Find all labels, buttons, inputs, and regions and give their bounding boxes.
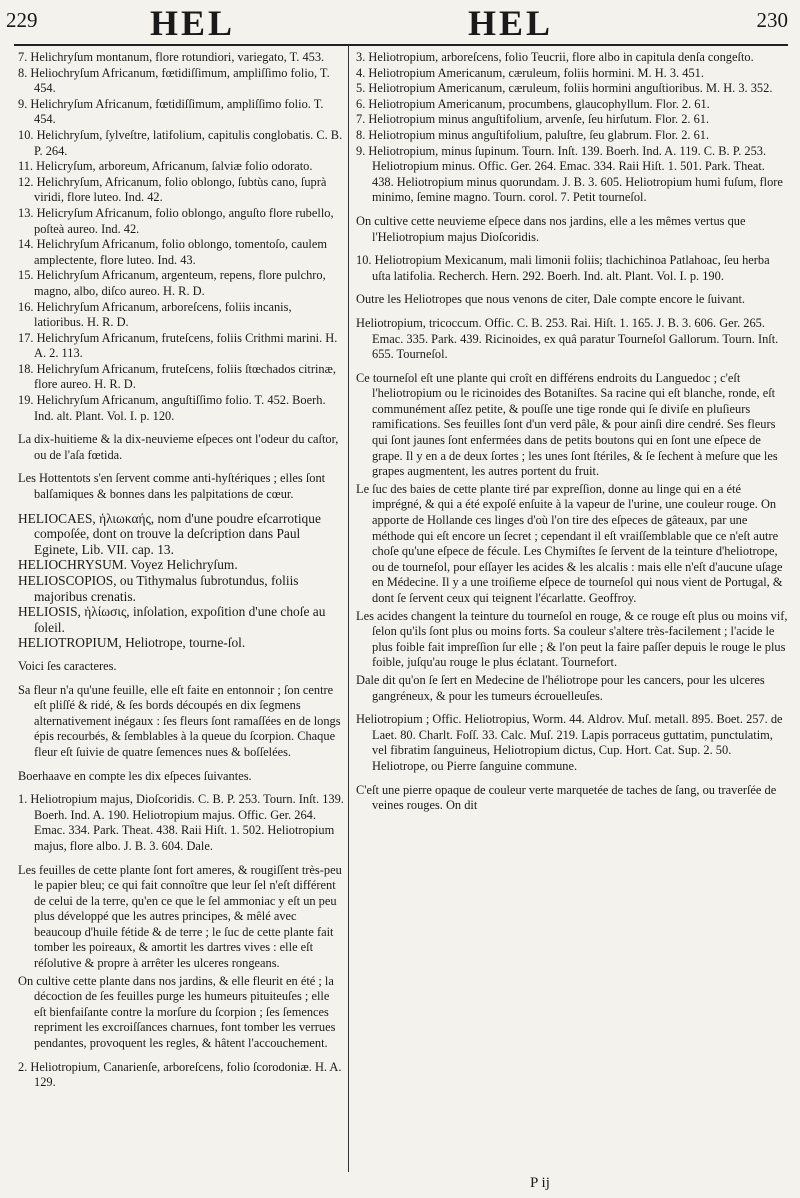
paragraph-tournesol: Ce tourneſol eſt une plante qui croît en différens endroits du Languedoc ; c'eſt l'heliotropium ou le ricinoides des Botaniſtes. Sa racine qui eſt blanche, ronde, eſt communément aſſez petite, & pouſſe une tige ronde qui ſe diviſe en pluſieurs ramifications. Ses feuilles ſont d'un verd pâle, & pour ainſi dire cendré. Ses fleurs qui ſont jaunes ſont enfermées dans de petits boutons qui en ſont une eſpece de grape. Il y en a de deux ſortes ; les unes ſont ſtériles, & ſe ſechent à meſure que les grapes augmentent, les autres portent du fruit.	[356, 370, 778, 479]
left-column	[18, 50, 344, 1091]
paragraph-caracteres: Voici ſes caracteres.	[18, 658, 117, 673]
entry-heliotropium-5: 5. Heliotropium Americanum, cæruleum, foliis hormini anguſtioribus. M. H. 3. 352.	[356, 81, 773, 96]
entry-heliotropium-3: 3. Heliotropium, arboreſcens, folio Teucrii, flore albo in capitula denſa congeſto.	[356, 50, 754, 64]
headword-heliocaes: HELIOCAES, ἡλιωκαής, nom d'une poudre eſcarrotique compoſée, dont on trouve la deſcription dans Paul Eginete, Lib. VII. cap. 13.	[18, 510, 321, 557]
entry-helichrysum-9: 9. Helichryſum Africanum, fœtidiſſimum, ampliſſimo folio. T. 454.	[18, 96, 324, 127]
signature-mark: P ij	[530, 1175, 550, 1191]
paragraph-hottentots: Les Hottentots s'en ſervent comme anti-hyſtériques ; elles ſont balſamiques & bonnes dans les palpitations de cœur.	[18, 471, 326, 502]
left-page-number: 229	[6, 8, 38, 32]
entry-helichrysum-10: 10. Helichryſum, ſylveſtre, latifolium, capitulis conglobatis. C. B. P. 264.	[18, 127, 343, 158]
paragraph-feuilles: Les feuilles de cette plante ſont fort ameres, & rougiſſent très-peu le papier bleu; ce qui fait connoître que leur ſel n'eſt différent de celui de la terre, qu'en ce que le ſel ammoniac y eſt un peu plus développé que les autres principes, & mêlé avec beaucoup d'huile fétide & de terre ; le ſuc de cette plante fait tomber les poireaux, & amortit les dartres vives : elle eſt réſolutive & propre à arrêter les ulceres rongeans.	[18, 862, 342, 971]
entry-helichrysum-19: 19. Helichryſum Africanum, anguſtiſſimo folio. T. 452. Boerh. Ind. alt. Plant. Vol. I. p. 120.	[18, 393, 326, 423]
left-running-head: HEL	[150, 3, 236, 43]
entry-helichrysum-12: 12. Helichryſum, Africanum, folio oblongo, ſubtùs cano, ſuprà viridi, flore luteo. Ind. 42.	[18, 174, 327, 205]
entry-helichrysum-17: 17. Helichryſum Africanum, fruteſcens, foliis Crithmi marini. H. A. 2. 113.	[18, 330, 338, 361]
paragraph-suc: Le ſuc des baies de cette plante tiré par expreſſion, donne au linge qui en a été imprégné, & qui a été expoſé enſuite à la vapeur de l'urine, une couleur rouge. On apporte de Hollande ces linges d'où l'on tire des eſpeces de gâteaux, par une méthode qui eſt encore un ſecret ; cependant il eſt vraiſſemblable que ce n'eſt autre choſe qu'une eſpece de fécule. Les Chymiſtes ſe ſervent de la teinture d'heliotrope, ou de tourneſol, pour eſſayer les acides & les alcalis : mais elle n'eſt d'aucune uſage en Médecine. Il y a une troiſieme eſpece de tourneſol qui nous vient de Portugal, & dont ſe ſervent ceux qui teignent l'écarlatte. Geoffroy.	[356, 481, 783, 605]
entry-helichrysum-16: 16. Helichryſum Africanum, arboreſcens, foliis incanis, latioribus. H. R. D.	[18, 299, 292, 330]
right-running-head: HEL	[468, 3, 554, 43]
entry-helichrysum-18: 18. Helichryſum Africanum, fruteſcens, foliis ſtœchados citrinæ, flore aureo. H. R. D.	[18, 361, 336, 392]
paragraph-dale: Outre les Heliotropes que nous venons de citer, Dale compte encore le ſuivant.	[356, 292, 745, 307]
entry-helichrysum-7: 7. Helichryſum montanum, flore rotundiori, variegato, T. 453.	[18, 50, 325, 64]
entry-helichrysum-8: 8. Heliochryſum Africanum, fœtidiſſimum, ampliſſimo folio, T. 454.	[18, 65, 330, 96]
headword-heliotropium: HELIOTROPIUM, Heliotrope, tourne-ſol.	[18, 635, 246, 651]
paragraph-neuvieme: On cultive cette neuvieme eſpece dans nos jardins, elle a les mêmes vertus que l'Heliotropium majus Dioſcoridis.	[356, 213, 746, 244]
entry-heliotropium-stone: Heliotropium ; Offic. Heliotropius, Worm. 44. Aldrov. Muſ. metall. 895. Boet. 257. de Laet. 80. Charlt. Foſſ. 33. Calc. Muſ. 219. Lapis porraceus guttatim, punctulatim, vel fibratim ſanguineus, Heliotropium dictus, Cup. Hort. Cat. Sup. 2. 50. Heliotrope, ou Pierre ſanguine commune.	[356, 712, 783, 773]
entry-heliotropium-7: 7. Heliotropium minus anguſtifolium, arvenſe, ſeu hirſutum. Flor. 2. 61.	[356, 112, 710, 127]
entry-heliotropium-10: 10. Heliotropium Mexicanum, mali limonii foliis; tlachichinoa Patlahoac, ſeu herba uſta latifolia. Recherch. Hern. 292. Boerh. Ind. alt. Plant. Vol. I. p. 190.	[356, 253, 770, 283]
paragraph-acides: Les acides changent la teinture du tourneſol en rouge, & ce rouge eſt plus ou moins vif, ſelon qu'ils ſont plus ou moins forts. Sa couleur s'altere très-facilement ; l'acide le plus foible fait impreſſion ſur elle ; & l'on peut la faire paſſer depuis le rouge le plus foible, juſqu'au rouge le plus éclatant. Tournefort.	[356, 608, 788, 670]
right-column	[356, 50, 788, 814]
headword-heliochrysum: HELIOCHRYSUM. Voyez Helichryſum.	[18, 557, 238, 573]
header-rule	[14, 44, 788, 46]
entry-helichrysum-15: 15. Helichryſum Africanum, argenteum, repens, flore pulchro, magno, albo, diſco aureo. H. R. D.	[18, 268, 326, 298]
entry-heliotropium-6: 6. Heliotropium Americanum, procumbens, glaucophyllum. Flor. 2. 61.	[356, 96, 710, 111]
entry-heliotropium-8: 8. Heliotropium minus anguſtifolium, paluſtre, ſeu glabrum. Flor. 2. 61.	[356, 127, 710, 142]
entry-helichrysum-11: 11. Helicryſum, arboreum, Africanum, ſalviæ folio odorato.	[18, 159, 313, 174]
entry-heliotropium-9: 9. Heliotropium, minus ſupinum. Tourn. Inſt. 139. Boerh. Ind. A. 119. C. B. P. 253. Heliotropium minus. Offic. Ger. 264. Emac. 334. Raii Hiſt. 1. 501. Park. Theat. 438. Heliotropium minus quorundam. J. B. 3. 605. Heliotropium humi fuſum, flore minimo, ſemine magno. Tourn. corol. 7. Petit tourneſol.	[356, 143, 783, 205]
paragraph-medecine: Dale dit qu'on ſe ſert en Medecine de l'héliotrope pour les cancers, pour les ulceres gangréneux, & pour les tumeurs écrouelleuſes.	[356, 672, 765, 703]
column-divider	[348, 46, 349, 1172]
page-header	[0, 0, 800, 56]
paragraph-fleur: Sa fleur n'a qu'une feuille, elle eſt faite en entonnoir ; ſon centre eſt pliſſé & ridé, & ſes bords découpés en dix ſegmens alternativement inégaux : ſes fleurs ſont ramaſſées en de longs épis recourbés, & ſemblables à la queue du ſcorpion. Chaque fleur eſt ſuivie de quatre ſemences nues & boſſelées.	[18, 682, 341, 759]
entry-heliotropium-1: 1. Heliotropium majus, Dioſcoridis. C. B. P. 253. Tourn. Inſt. 139. Boerh. Ind. A. 190. Heliotropium majus. Offic. Ger. 264. Emac. 334. Park. Theat. 438. Raii Hiſt. 1. 502. Heliotropium majus, flore albo. J. B. 3. 604. Dale.	[18, 792, 344, 853]
paragraph-pierre: C'eſt une pierre opaque de couleur verte marquetée de taches de ſang, ou traverſée de veines rouges. On dit	[356, 782, 777, 813]
entry-helichrysum-13: 13. Helicryſum Africanum, folio oblongo, anguſto flore rubello, poſteà aureo. Ind. 42.	[18, 205, 334, 236]
paragraph-culture: On cultive cette plante dans nos jardins, & elle fleurit en été ; la décoction de ſes feuilles purge les humeurs pituiteuſes ; elle eſt bienfaiſante contre la morſure du ſcorpion ; ſes ſemences repriment les excroiſſances charnues, font tomber les verrues pendantes, provoquent les regles, & hâtent l'accouchement.	[18, 973, 336, 1051]
entry-helichrysum-14: 14. Helichryſum Africanum, folio oblongo, tomentoſo, caulem amplectente, flore luteo. Ind. 43.	[18, 237, 328, 267]
paragraph-odour: La dix-huitieme & la dix-neuvieme eſpeces ont l'odeur du caſtor, ou de l'aſa fœtida.	[18, 432, 339, 462]
entry-heliotropium-2: 2. Heliotropium, Canarienſe, arboreſcens, folio ſcorodoniæ. H. A. 129.	[18, 1059, 342, 1090]
entry-heliotropium-tricoccum: Heliotropium, tricoccum. Offic. C. B. 253. Rai. Hiſt. 1. 165. J. B. 3. 606. Ger. 265. Emac. 335. Park. 439. Ricinoides, ex quâ paratur Tourneſol Gallorum. Tourn. Inſt. 655. Tourneſol.	[356, 315, 779, 362]
paragraph-boerhaave: Boerhaave en compte les dix eſpeces ſuivantes.	[18, 768, 252, 783]
headword-helioscopios: HELIOSCOPIOS, ou Tithymalus ſubrotundus, foliis majoribus crenatis.	[18, 573, 299, 604]
entry-heliotropium-4: 4. Heliotropium Americanum, cæruleum, foliis hormini. M. H. 3. 451.	[356, 65, 704, 80]
right-page-number: 230	[756, 8, 788, 32]
headword-heliosis: HELIOSIS, ἡλίωσις, inſolation, expoſition d'une choſe au ſoleil.	[18, 604, 326, 635]
